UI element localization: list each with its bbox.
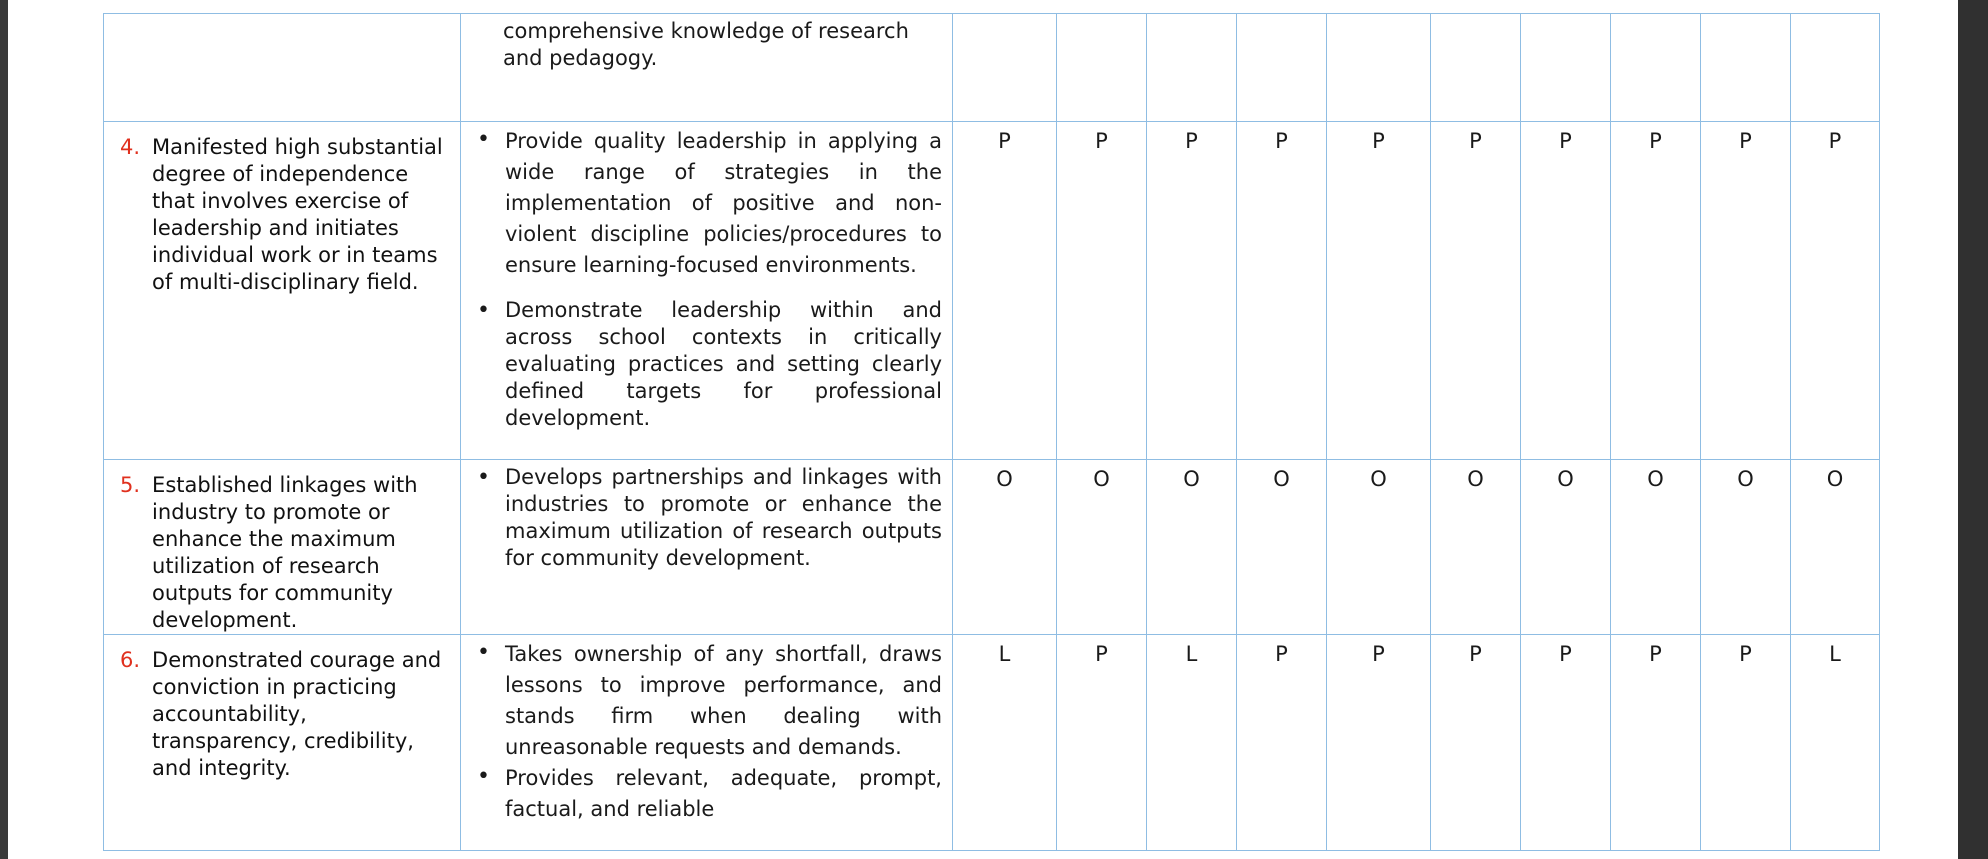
mark-cell: P <box>1521 122 1611 460</box>
indicator-cell <box>461 122 953 460</box>
outcome-cell-empty <box>104 14 461 122</box>
mark-cell: P <box>1701 122 1791 460</box>
mark-cell <box>1237 14 1327 122</box>
table-row-outcome-6 <box>104 635 1880 851</box>
mark-cell: O <box>953 460 1057 635</box>
right-page-gutter <box>1958 0 1988 859</box>
mark-cell: O <box>1237 460 1327 635</box>
outcome-cell <box>104 635 461 851</box>
mark-cell: P <box>953 122 1057 460</box>
mark-cell: P <box>1431 635 1521 851</box>
mark-cell <box>1521 14 1611 122</box>
indicator-text: Demonstrate leadership within and across school contexts in critically evaluating practices and setting clearly defined targets for professional development. <box>505 298 942 430</box>
mark-cell <box>1701 14 1791 122</box>
indicator-bullet <box>477 126 942 281</box>
mark-cell: P <box>1147 122 1237 460</box>
bullet-icon: • <box>477 127 490 152</box>
indicator-cell <box>461 635 953 851</box>
outcome-cell <box>104 460 461 635</box>
mark-cell: P <box>1327 635 1431 851</box>
indicator-text: Develops partnerships and linkages with industries to promote or enhance the maximum utilization of research outputs for community development. <box>505 465 942 570</box>
indicator-bullet <box>477 464 942 572</box>
mark-cell: O <box>1147 460 1237 635</box>
mark-cell <box>1057 14 1147 122</box>
outcome-text: Established linkages with industry to promote or enhance the maximum utilization of research outputs for community development. <box>152 473 418 632</box>
mark-cell: P <box>1431 122 1521 460</box>
indicator-cell <box>461 14 953 122</box>
mark-cell: P <box>1701 635 1791 851</box>
mark-cell: O <box>1431 460 1521 635</box>
outcome-number: 4. <box>120 135 141 159</box>
mark-cell: P <box>1791 122 1880 460</box>
outcome-number: 6. <box>120 648 141 672</box>
outcomes-mapping-table <box>103 13 1880 851</box>
indicator-bullet <box>477 763 942 825</box>
mark-cell <box>953 14 1057 122</box>
continuation-text: comprehensive knowledge of research and pedagogy. <box>503 19 909 70</box>
table-row-outcome-5 <box>104 460 1880 635</box>
bullet-icon: • <box>477 298 490 323</box>
mark-cell: P <box>1057 122 1147 460</box>
table-row-outcome-4 <box>104 122 1880 460</box>
mark-cell: O <box>1701 460 1791 635</box>
mark-cell: P <box>1521 635 1611 851</box>
mark-cell: L <box>1147 635 1237 851</box>
mark-cell: P <box>1237 122 1327 460</box>
mark-cell: P <box>1057 635 1147 851</box>
mark-cell <box>1147 14 1237 122</box>
indicator-bullet <box>477 639 942 763</box>
outcome-cell <box>104 122 461 460</box>
indicator-text: Provides relevant, adequate, prompt, factual, and reliable <box>505 766 942 821</box>
mark-cell: O <box>1791 460 1880 635</box>
mark-cell: P <box>1237 635 1327 851</box>
indicator-text: Provide quality leadership in applying a wide range of strategies in the implementation of positive and non-violent discipline policies/procedures to ensure learning-focused environments. <box>505 129 942 277</box>
mark-cell: P <box>1327 122 1431 460</box>
mark-cell: P <box>1611 635 1701 851</box>
bullet-icon: • <box>477 640 490 665</box>
mark-cell <box>1791 14 1880 122</box>
indicator-cell <box>461 460 953 635</box>
indicator-bullet <box>477 297 942 432</box>
mark-cell: O <box>1327 460 1431 635</box>
indicator-text: Takes ownership of any shortfall, draws lessons to improve performance, and stands firm when dealing with unreasonable requests and demands. <box>505 642 942 759</box>
left-page-gutter <box>0 0 8 859</box>
mark-cell: O <box>1521 460 1611 635</box>
table-row-continuation <box>104 14 1880 122</box>
mark-cell: O <box>1611 460 1701 635</box>
mark-cell: L <box>1791 635 1880 851</box>
bullet-icon: • <box>477 764 490 789</box>
mark-cell <box>1327 14 1431 122</box>
mark-cell: P <box>1611 122 1701 460</box>
mark-cell <box>1431 14 1521 122</box>
bullet-icon: • <box>477 465 490 490</box>
outcome-text: Manifested high substantial degree of independence that involves exercise of leadership and initiates individual work or in teams of multi-disciplinary field. <box>152 135 443 294</box>
outcome-text: Demonstrated courage and conviction in practicing accountability, transparency, credibility, and integrity. <box>152 648 442 780</box>
mark-cell: L <box>953 635 1057 851</box>
mark-cell <box>1611 14 1701 122</box>
outcome-number: 5. <box>120 473 141 497</box>
mark-cell: O <box>1057 460 1147 635</box>
